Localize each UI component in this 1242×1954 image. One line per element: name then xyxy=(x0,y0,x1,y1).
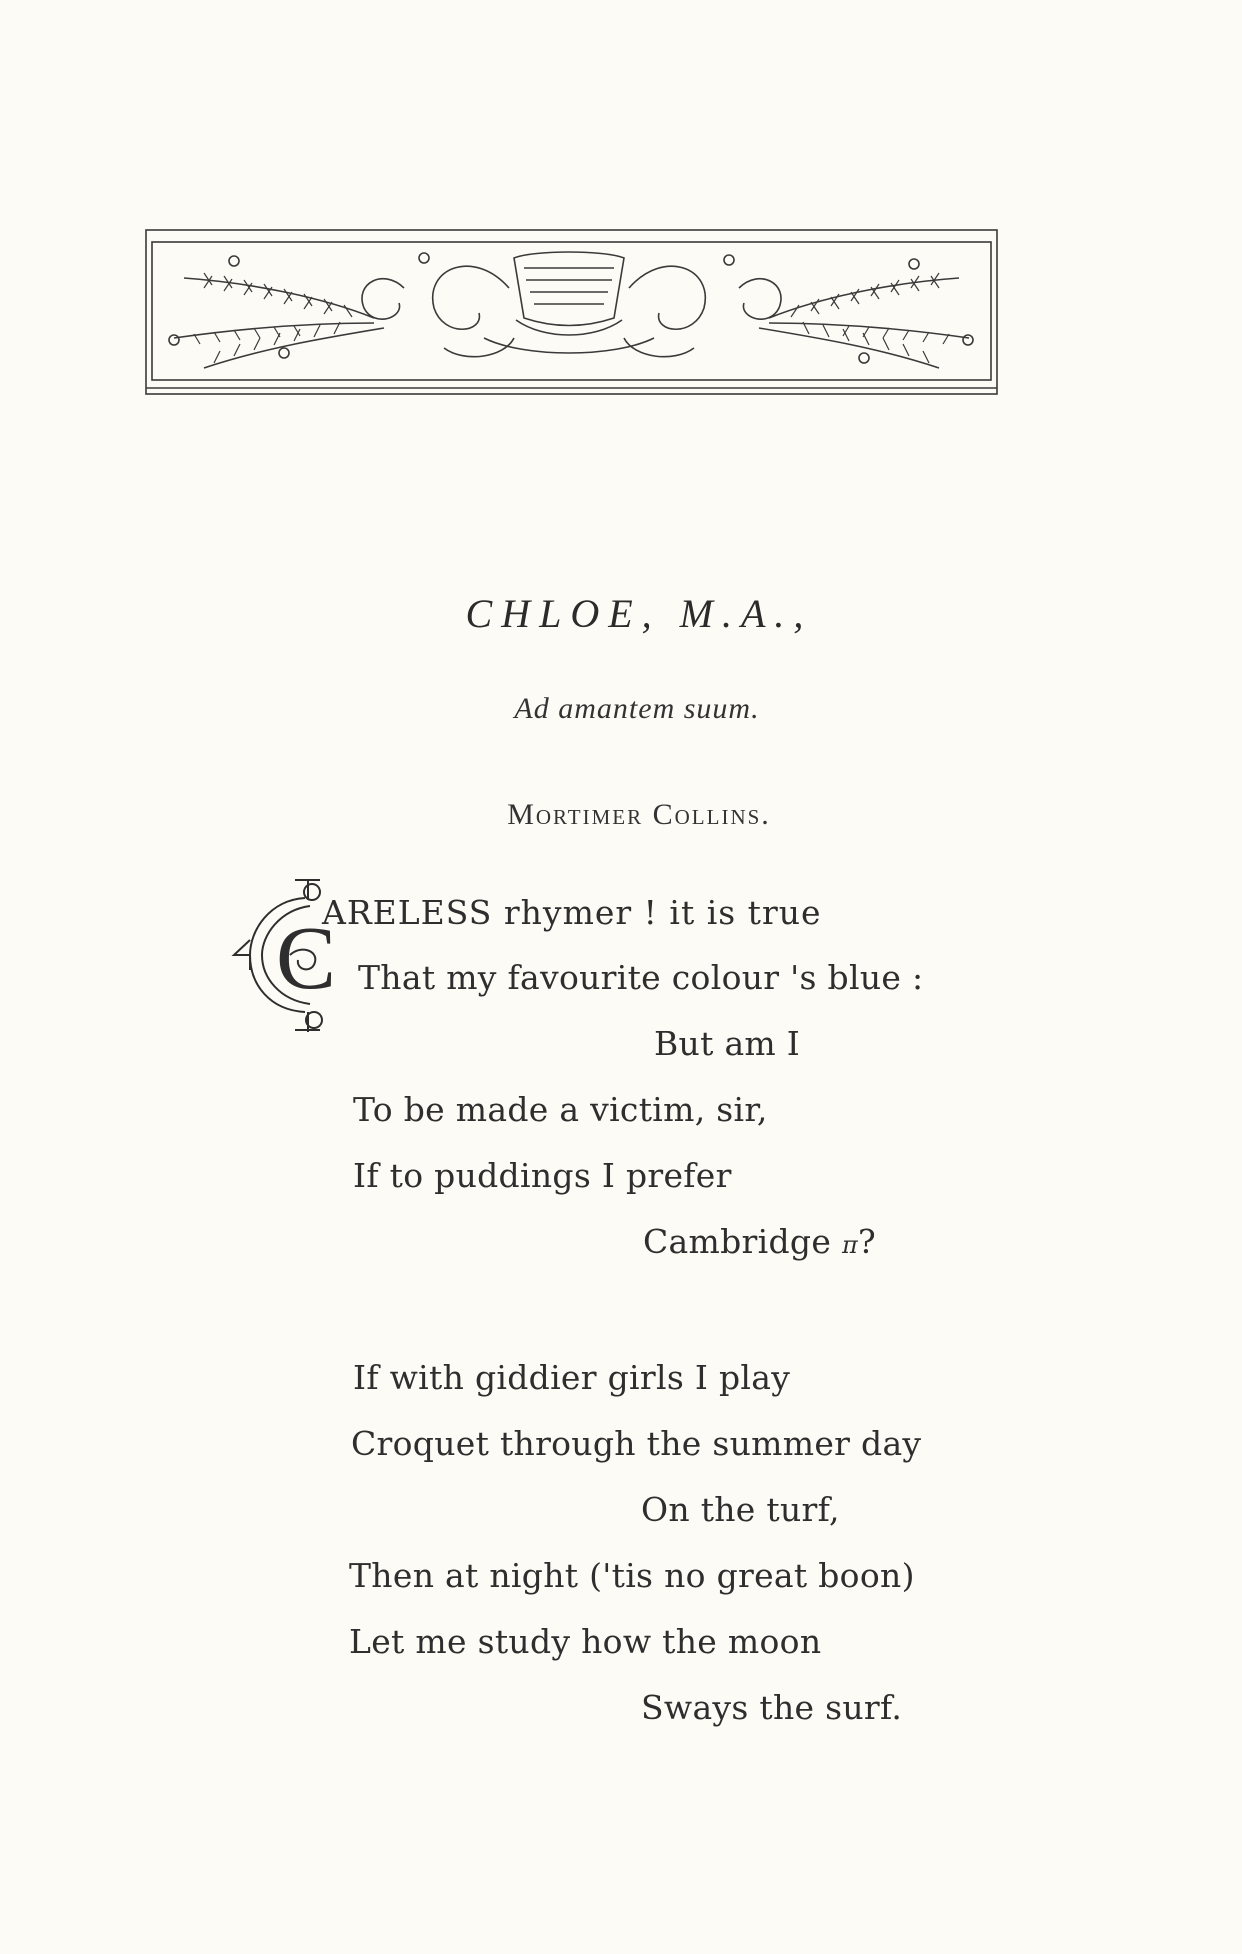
poem-line-7: If with giddier girls I play xyxy=(353,1358,791,1397)
poem-subtitle xyxy=(0,692,1242,726)
poem-line-8: Croquet through the summer day xyxy=(351,1424,922,1463)
poem-line-5: If to puddings I prefer xyxy=(353,1156,732,1195)
poem-line-3: But am I xyxy=(654,1024,801,1063)
poem-author xyxy=(0,798,1242,832)
poem-author-text: Mortimer Collins. xyxy=(507,798,771,831)
dropcap-letter: C xyxy=(276,909,337,1008)
poem-line-9: On the turf, xyxy=(641,1490,840,1529)
question-mark: ? xyxy=(858,1222,877,1261)
poem-line-6 xyxy=(643,1222,876,1261)
floral-headpiece-icon xyxy=(144,228,999,396)
poem-line-12: Sways the surf. xyxy=(641,1688,903,1727)
poem-title-text: CHLOE, M.A., xyxy=(465,591,813,636)
poem-line-11: Let me study how the moon xyxy=(349,1622,822,1661)
pi-symbol: π xyxy=(841,1231,859,1259)
poem-line-10: Then at night ('tis no great boon) xyxy=(349,1556,915,1595)
poem-title xyxy=(0,590,1242,637)
poem-line-2: That my favourite colour 's blue : xyxy=(358,958,924,997)
poem-line-4: To be made a victim, sir, xyxy=(353,1090,768,1129)
poem-line-1: ARELESS rhymer ! it is true xyxy=(322,893,822,932)
poem-subtitle-text: Ad amantem suum. xyxy=(514,692,760,725)
poem-line-6-text: Cambridge xyxy=(643,1222,832,1261)
ornate-initial-c-icon xyxy=(230,870,337,1040)
